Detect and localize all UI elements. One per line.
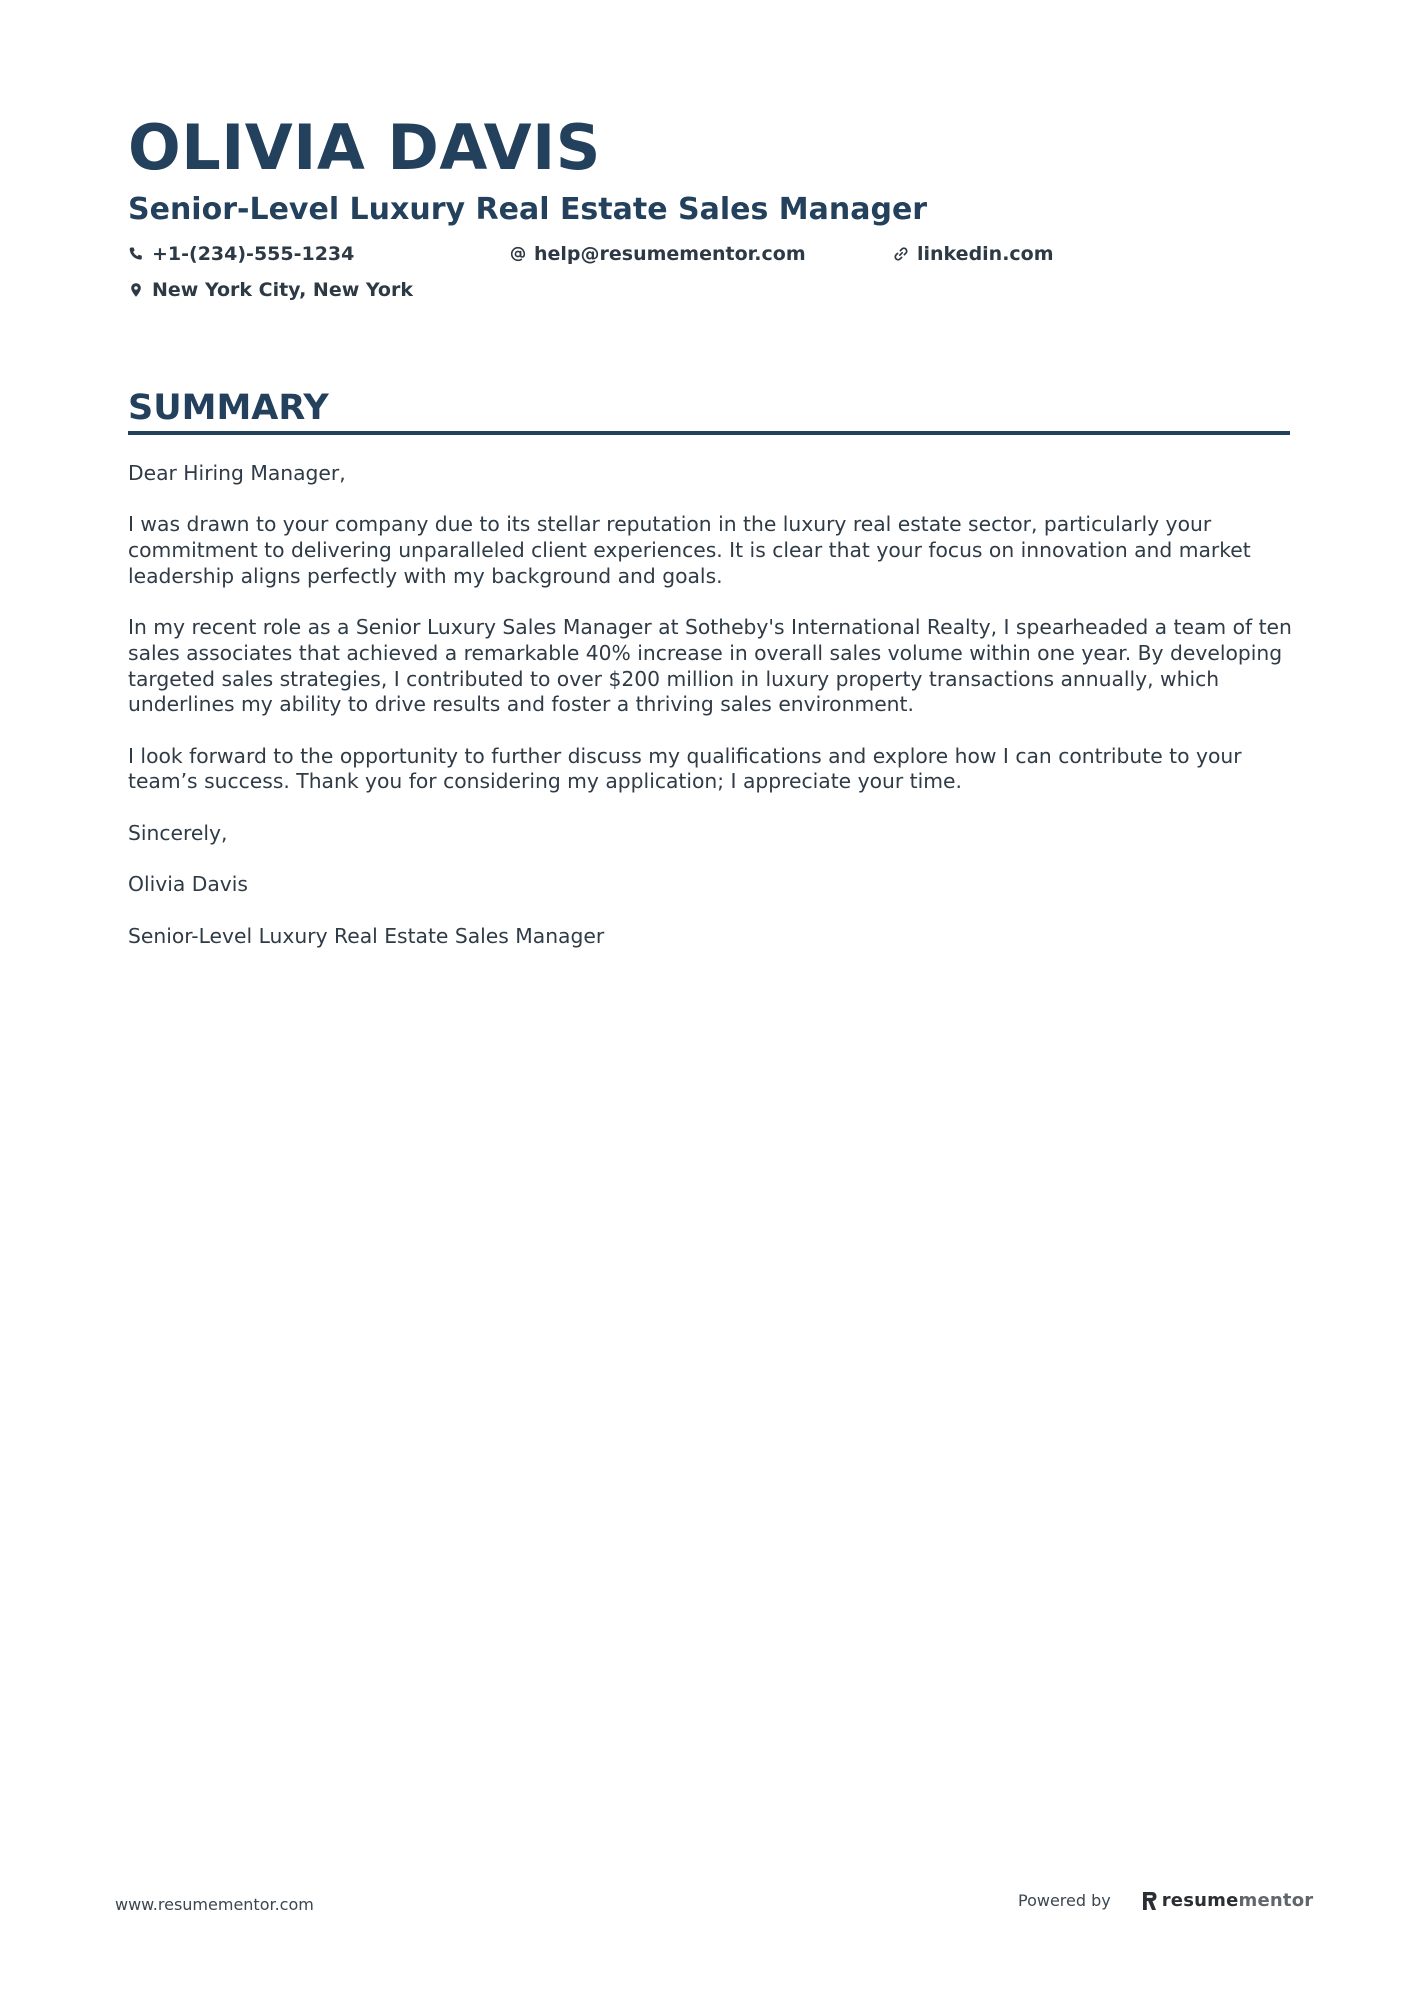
email-text: help@resumementor.com bbox=[534, 243, 806, 265]
footer-powered-by bbox=[1018, 1890, 1313, 1912]
contact-phone bbox=[128, 240, 354, 268]
at-icon bbox=[510, 246, 526, 262]
letter-body bbox=[128, 461, 1296, 975]
brand-wordmark-part1: resume bbox=[1161, 1890, 1239, 1911]
link-icon bbox=[893, 246, 909, 262]
resumementor-logo-icon bbox=[1141, 1890, 1158, 1912]
location-pin-icon bbox=[128, 282, 144, 298]
letter-salutation: Dear Hiring Manager, bbox=[128, 461, 346, 485]
contact-link bbox=[893, 240, 1054, 268]
link-text: linkedin.com bbox=[917, 243, 1054, 265]
brand-wordmark-part2: mentor bbox=[1238, 1890, 1314, 1911]
brand-wordmark bbox=[1162, 1890, 1314, 1912]
signature-name: Olivia Davis bbox=[128, 872, 248, 897]
letter-paragraph: I look forward to the opportunity to further discuss my qualifications and explore how I can contribute to your team’s success. Thank you for considering my application; I appreciate your time. bbox=[128, 743, 1242, 794]
location-text: New York City, New York bbox=[152, 279, 413, 301]
brand-logo[interactable] bbox=[1141, 1890, 1314, 1912]
letter-paragraph: In my recent role as a Senior Luxury Sales Manager at Sotheby's International Realty, I spearheaded a team of ten sales associates that achieved a remarkable 40% increase in overall sales volume within one year. By developing targeted sales strategies, I contributed to over $200 million in luxury property transactions annually, which underlines my ability to drive results and foster a thriving sales environment. bbox=[128, 615, 1292, 717]
applicant-name: OLIVIA DAVIS bbox=[128, 111, 601, 184]
contact-email bbox=[510, 240, 806, 268]
powered-by-label: Powered by bbox=[1018, 1891, 1111, 1910]
applicant-title: Senior-Level Luxury Real Estate Sales Manager bbox=[128, 192, 928, 227]
section-title-summary: SUMMARY bbox=[128, 388, 329, 428]
phone-icon bbox=[128, 246, 144, 262]
signature-title: Senior-Level Luxury Real Estate Sales Manager bbox=[128, 923, 605, 948]
footer-website[interactable]: www.resumementor.com bbox=[115, 1895, 314, 1914]
section-divider bbox=[128, 431, 1290, 435]
letter-closing: Sincerely, bbox=[128, 820, 228, 845]
phone-text: +1-(234)-555-1234 bbox=[152, 243, 355, 265]
contact-location bbox=[128, 276, 413, 304]
letter-paragraph: I was drawn to your company due to its stellar reputation in the luxury real estate sector, particularly your commitment to delivering unparalleled client experiences. It is clear that your focus on innovation and market leadership aligns perfectly with my background and goals. bbox=[128, 512, 1251, 588]
